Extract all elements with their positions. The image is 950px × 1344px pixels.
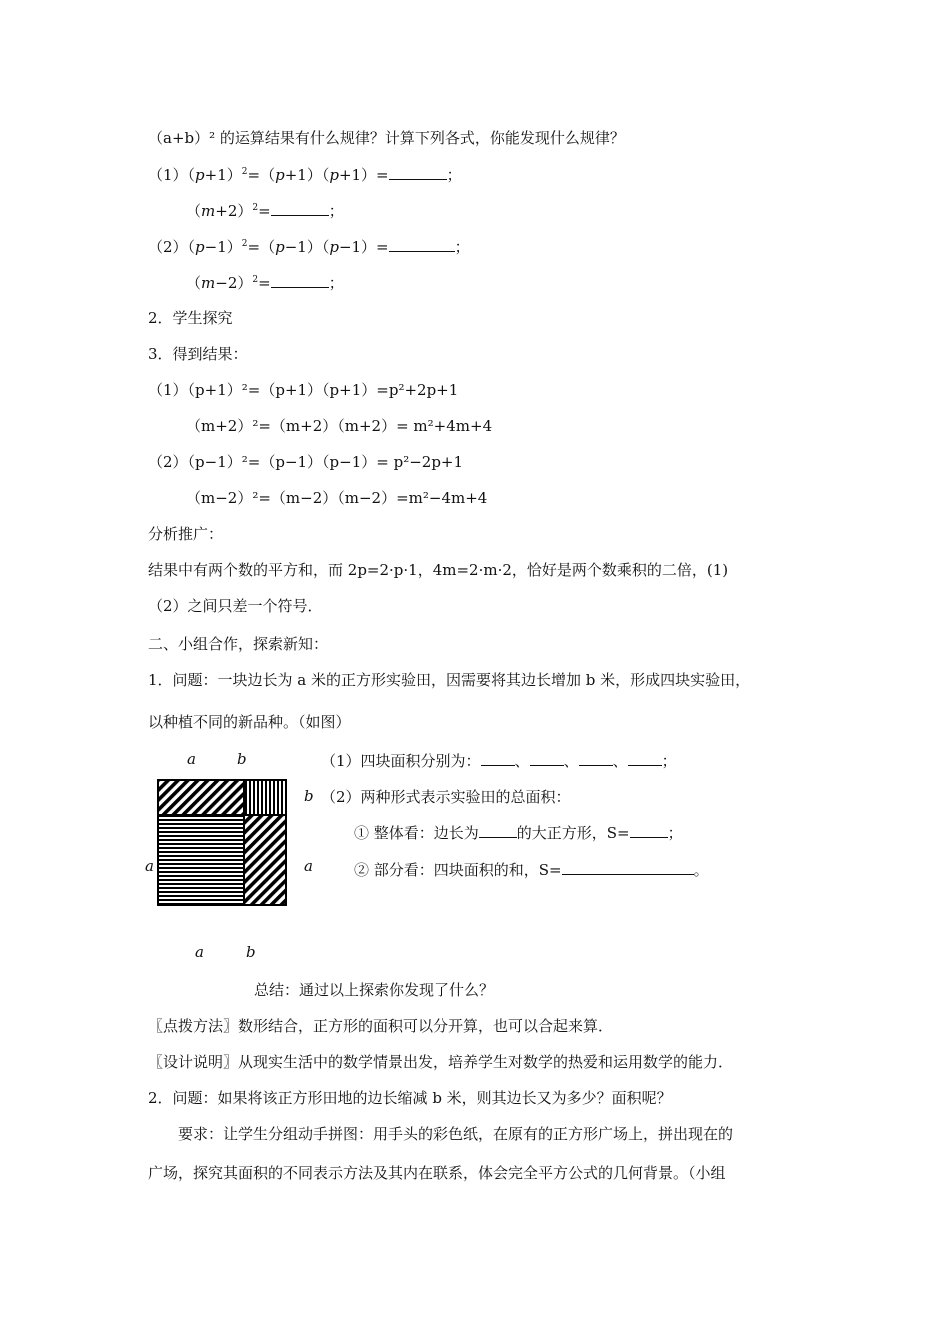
t: +1） — [204, 166, 242, 184]
t: 2 — [241, 167, 248, 177]
t: =（ — [247, 238, 276, 256]
analysis-text-2: （2）之间只差一个符号． — [148, 597, 323, 615]
analysis-heading: 分析推广： — [148, 525, 224, 543]
region-bottom-right — [244, 815, 287, 906]
figure-label-left-a: a — [145, 857, 154, 875]
t: −1） — [204, 238, 242, 256]
t: （2）（ — [148, 238, 196, 256]
answer-blank[interactable] — [481, 750, 515, 766]
result-1b: （m+2）²=（m+2）（m+2）= m²+4m+4 — [186, 417, 493, 435]
t: 。 — [693, 861, 709, 879]
problem-1-line-1: 1．问题：一块边长为 a 米的正方形实验田，因需要将其边长增加 b 米，形成四块实验田， — [148, 671, 751, 689]
result-2a: （2）（p−1）²=（p−1）（p−1）= p²−2p+1 — [148, 453, 464, 471]
t: p — [329, 166, 339, 184]
section-heading: 二、小组合作，探索新知： — [148, 635, 329, 653]
t: = — [258, 202, 271, 220]
region-top-left — [157, 779, 244, 815]
result-2b: （m−2）²=（m−2）（m−2）=m²−4m+4 — [186, 489, 488, 507]
t: p — [195, 238, 205, 256]
t: 2 — [252, 275, 259, 285]
problem-1-line-2: 以种植不同的新品种。（如图） — [148, 713, 351, 731]
requirement-line-2: 广场，探究其面积的不同表示方法及其内在联系，体会完全平方公式的几何背景。（小组 — [148, 1164, 726, 1182]
question-four-areas — [321, 750, 677, 771]
t: 2 — [252, 203, 259, 213]
t: p — [275, 238, 285, 256]
t: 、 — [514, 752, 530, 770]
exercise-2a — [148, 236, 470, 257]
analysis-text-1: 结果中有两个数的平方和，而 2p=2·p·1，4m=2·m·2，恰好是两个数乘积的二倍，(1) — [148, 561, 729, 579]
t: =（ — [247, 166, 276, 184]
exercise-1b — [186, 200, 344, 221]
answer-blank[interactable] — [271, 200, 329, 216]
t: 2 — [241, 239, 248, 249]
t: +1）= — [338, 166, 389, 184]
t: 、 — [563, 752, 579, 770]
answer-blank[interactable] — [628, 750, 662, 766]
t: ； — [328, 202, 344, 220]
figure-label-top-a: a — [187, 750, 196, 768]
t: ； — [667, 824, 683, 842]
question-part-view — [354, 859, 709, 880]
answer-blank[interactable] — [579, 750, 613, 766]
step-2: 2．学生探究 — [148, 309, 233, 327]
requirement-line-1: 要求：让学生分组动手拼图：用手头的彩色纸，在原有的正方形广场上，拼出现在的 — [178, 1125, 734, 1143]
t: = — [258, 274, 271, 292]
exercise-1a — [148, 164, 462, 185]
figure-label-top-b: b — [237, 750, 247, 768]
t: −1）= — [338, 238, 389, 256]
region-top-right — [244, 779, 287, 815]
t: （ — [186, 274, 202, 292]
t: ； — [328, 274, 344, 292]
t: （1）（ — [148, 166, 196, 184]
t: p — [275, 166, 285, 184]
step-3: 3．得到结果： — [148, 345, 248, 363]
region-bottom-left — [157, 815, 244, 906]
answer-blank[interactable] — [630, 822, 668, 838]
t: m — [201, 202, 216, 220]
question-total-area: （2）两种形式表示实验田的总面积： — [321, 788, 571, 806]
t: −2） — [215, 274, 253, 292]
t: 的大正方形，S= — [516, 824, 630, 842]
formula-line-intro: （a+b）² 的运算结果有什么规律？计算下列各式，你能发现什么规律？ — [148, 129, 625, 147]
t: p — [195, 166, 205, 184]
figure-label-bottom-a: a — [195, 943, 204, 961]
t: +1）（ — [284, 166, 330, 184]
answer-blank[interactable] — [389, 236, 455, 252]
t: ； — [661, 752, 677, 770]
answer-blank[interactable] — [271, 272, 329, 288]
result-1a: （1）（p+1）²=（p+1）（p+1）=p²+2p+1 — [148, 381, 459, 399]
question-whole-view — [354, 822, 683, 843]
figure-label-right-a: a — [304, 857, 313, 875]
figure-label-right-b: b — [304, 787, 314, 805]
method-tip: 〖点拨方法〗数形结合，正方形的面积可以分开算，也可以合起来算． — [148, 1017, 614, 1035]
problem-2: 2．问题：如果将该正方形田地的边长缩减 b 米，则其边长又为多少？面积呢？ — [148, 1089, 672, 1107]
design-note: 〖设计说明〗从现实生活中的数学情景出发，培养学生对数学的热爱和运用数学的能力． — [148, 1053, 734, 1071]
t: ② 部分看：四块面积的和，S= — [354, 861, 562, 879]
answer-blank[interactable] — [479, 822, 517, 838]
answer-blank[interactable] — [562, 859, 694, 875]
answer-blank[interactable] — [530, 750, 564, 766]
t: （1）四块面积分别为： — [321, 752, 481, 770]
t: ； — [446, 166, 462, 184]
summary-question: 总结：通过以上探索你发现了什么？ — [254, 981, 495, 999]
t: m — [201, 274, 216, 292]
exercise-2b — [186, 272, 344, 293]
t: ① 整体看：边长为 — [354, 824, 479, 842]
answer-blank[interactable] — [389, 164, 447, 180]
t: −1）（ — [284, 238, 330, 256]
t: +2） — [215, 202, 253, 220]
t: p — [329, 238, 339, 256]
t: （ — [186, 202, 202, 220]
square-area-figure — [157, 779, 287, 906]
t: ； — [454, 238, 470, 256]
t: 、 — [612, 752, 628, 770]
figure-label-bottom-b: b — [246, 943, 256, 961]
